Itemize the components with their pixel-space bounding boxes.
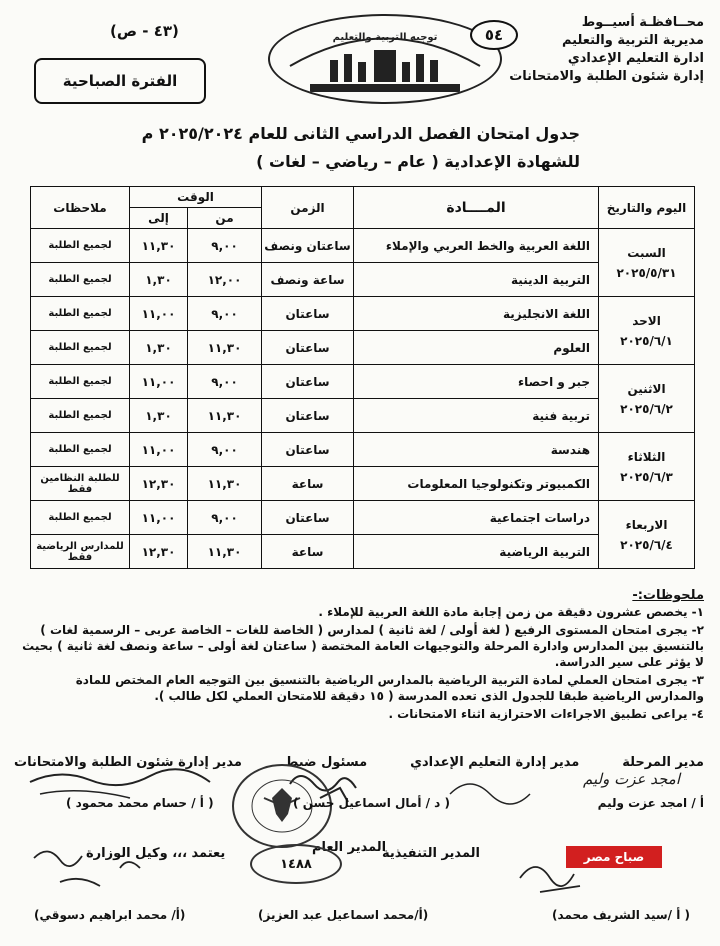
subject-cell: جبر و احصاء	[354, 365, 599, 399]
time-to-cell: ١٢,٣٠	[130, 535, 188, 569]
table-row	[31, 297, 695, 331]
subject-cell: العلوم	[354, 331, 599, 365]
signatory-name: ( د / أمال اسماعيل حسن )	[293, 796, 450, 810]
table-row	[31, 535, 695, 569]
note-cell: لجميع الطلبة	[31, 297, 130, 331]
subject-cell: دراسات اجتماعية	[354, 501, 599, 535]
table-row	[31, 467, 695, 501]
time-from-cell: ٩,٠٠	[188, 433, 262, 467]
day-date: ٢٠٢٥/٥/٣١	[616, 265, 677, 280]
subject-cell: اللغة العربية والخط العربي والإملاء	[354, 229, 599, 263]
table-row	[31, 365, 695, 399]
signature-title: مدير إدارة التعليم الإعدادي	[410, 755, 580, 770]
duration-cell: ساعتان	[262, 501, 354, 535]
header-day: اليوم والتاريخ	[599, 187, 695, 229]
table-row	[31, 263, 695, 297]
day-name: الثلاثاء	[627, 449, 666, 464]
time-to-cell: ١١,٠٠	[130, 433, 188, 467]
time-to-cell: ١,٣٠	[130, 331, 188, 365]
logo-emblem-icon	[270, 16, 500, 102]
signature-title: يعتمد ،،، وكيل الوزارة	[86, 846, 226, 861]
time-from-cell: ٩,٠٠	[188, 501, 262, 535]
day-date: ٢٠٢٥/٦/٢	[620, 401, 673, 416]
time-from-cell: ١١,٣٠	[188, 535, 262, 569]
day-name: السبت	[627, 245, 666, 260]
signatory-name: (أ/محمد اسماعيل عبد العزيز)	[258, 908, 429, 922]
notes-heading: ملحوظات:-	[632, 588, 704, 603]
duration-cell: ساعتان	[262, 297, 354, 331]
note-cell: لجميع الطلبة	[31, 365, 130, 399]
day-name: الاربعاء	[625, 517, 668, 532]
day-cell	[599, 365, 695, 433]
table-row	[31, 331, 695, 365]
note-cell: لجميع الطلبة	[31, 433, 130, 467]
time-to-cell: ١,٣٠	[130, 399, 188, 433]
time-to-cell: ١١,٠٠	[130, 297, 188, 331]
day-cell	[599, 297, 695, 365]
notes-list	[14, 604, 704, 724]
note-cell: لجميع الطلبة	[31, 263, 130, 297]
time-to-cell: ١١,٣٠	[130, 229, 188, 263]
duration-cell: ساعة	[262, 535, 354, 569]
time-from-cell: ٩,٠٠	[188, 229, 262, 263]
exam-schedule-table	[30, 186, 695, 569]
signatory-name: ( أ / حسام محمد محمود )	[66, 796, 214, 810]
note-item: ٣- يجرى امتحان العملي لمادة التربية الرياضية بالمدارس الرياضية بالتنسيق بين التوجيه العام المختص للمادة والمدارس الرياضية طبقا للجدول الذى تعده المدرسة ( ١٥ دقيقة للامتحان العملي لكل طالب ).	[75, 673, 704, 703]
authority-block	[504, 14, 704, 86]
period-label: الفترة الصباحية	[34, 58, 206, 104]
watermark-logo: صباح مصر	[566, 846, 662, 868]
time-from-cell: ١١,٣٠	[188, 331, 262, 365]
day-date: ٢٠٢٥/٦/٣	[620, 469, 673, 484]
duration-cell: ساعتان	[262, 433, 354, 467]
page-number: ٥٤	[470, 20, 518, 50]
day-cell	[599, 501, 695, 569]
time-to-cell: ١١,٠٠	[130, 365, 188, 399]
note-cell: لجميع الطلبة	[31, 501, 130, 535]
schedule-subtitle: للشهادة الإعدادية ( عام – رياضي – لغات )	[256, 152, 580, 171]
duration-cell: ساعتان	[262, 399, 354, 433]
note-cell: للطلبة النظامين فقط	[31, 467, 130, 501]
header-subject: المــــادة	[354, 187, 599, 229]
day-name: الاحد	[632, 313, 661, 328]
subject-cell: الكمبيوتر وتكنولوجيا المعلومات	[354, 467, 599, 501]
table-row	[31, 399, 695, 433]
duration-cell: ساعتان	[262, 331, 354, 365]
day-date: ٢٠٢٥/٦/١	[620, 333, 673, 348]
subject-cell: اللغة الانجليزية	[354, 297, 599, 331]
signature-title: مسئول ضبط	[284, 755, 368, 770]
schedule-title: جدول امتحان الفصل الدراسي الثانى للعام ٢٠٢٥/٢٠٢٤ م	[141, 124, 580, 143]
time-from-cell: ١١,٣٠	[188, 467, 262, 501]
note-cell: لجميع الطلبة	[31, 229, 130, 263]
signature-title: مدير إدارة شئون الطلبة والامتحانات	[14, 755, 242, 770]
time-from-cell: ٩,٠٠	[188, 365, 262, 399]
day-cell	[599, 229, 695, 297]
table-row	[31, 229, 695, 263]
note-cell: لجميع الطلبة	[31, 399, 130, 433]
signature-title: المدير العام	[312, 840, 387, 855]
seal-stamp: ١٤٨٨	[250, 844, 342, 884]
subject-cell: التربية الدينية	[354, 263, 599, 297]
ministry-logo	[268, 14, 502, 104]
signature-title: المدير التنفيذية	[382, 846, 480, 861]
subject-cell: التربية الرياضية	[354, 535, 599, 569]
time-from-cell: ١٢,٠٠	[188, 263, 262, 297]
table-row	[31, 433, 695, 467]
day-name: الاثنين	[627, 381, 666, 396]
note-item: ٢- يجرى امتحان المستوى الرفيع ( لغة أولى / لغة ثانية ) لمدارس ( الخاصة للغات – الخاصة عربى – الرسمية لغات ) بالتنسيق بين المدارس وادارة المرحلة والتوجيهات العامة المختصة ( ساعتان لغة أولى – ساعة ونصف لغة ثانية ) بحيث لا يؤثر على سير الدراسة.	[22, 623, 704, 669]
note-item: ٤- يراعى تطبيق الاجراءات الاحترازية اثناء الامتحانات .	[388, 707, 704, 721]
time-to-cell: ١,٣٠	[130, 263, 188, 297]
subject-cell: هندسة	[354, 433, 599, 467]
subject-cell: تربية فنية	[354, 399, 599, 433]
header-time: الوقت	[130, 187, 262, 208]
handwritten-signature: امجد عزت وليم	[583, 770, 680, 788]
authority-line: مديرية التربية والتعليم	[561, 33, 704, 48]
duration-cell: ساعة	[262, 467, 354, 501]
duration-cell: ساعة ونصف	[262, 263, 354, 297]
duration-cell: ساعتان ونصف	[262, 229, 354, 263]
header-duration: الزمن	[262, 187, 354, 229]
table-row	[31, 501, 695, 535]
authority-line: ادارة التعليم الإعدادي	[567, 51, 704, 66]
authority-line: إدارة شئون الطلبة والامتحانات	[509, 69, 704, 84]
header-notes: ملاحظات	[31, 187, 130, 229]
signature-title: مدير المرحلة	[622, 755, 704, 770]
duration-cell: ساعتان	[262, 365, 354, 399]
time-from-cell: ١١,٣٠	[188, 399, 262, 433]
day-date: ٢٠٢٥/٦/٤	[620, 537, 673, 552]
note-cell: للمدارس الرياضية فقط	[31, 535, 130, 569]
signatory-name: (أ/ محمد ابراهيم دسوقي)	[34, 908, 186, 922]
signatory-name: ( أ /سيد الشريف محمد)	[552, 908, 690, 922]
header-to: إلى	[130, 208, 188, 229]
note-cell: لجميع الطلبة	[31, 331, 130, 365]
logo-text: توجيه التربية والتعليم	[332, 32, 438, 43]
day-cell	[599, 433, 695, 501]
signatory-name: أ / امجد عزت وليم	[597, 796, 704, 810]
time-from-cell: ٩,٠٠	[188, 297, 262, 331]
document-code: (٤٣ - ص)	[110, 22, 179, 40]
time-to-cell: ١٢,٣٠	[130, 467, 188, 501]
time-to-cell: ١١,٠٠	[130, 501, 188, 535]
note-item: ١- يخصص عشرون دقيقة من زمن إجابة مادة اللغة العربية للإملاء .	[318, 605, 704, 619]
header-from: من	[188, 208, 262, 229]
authority-line: محــافظـة أسيــوط	[581, 15, 704, 30]
